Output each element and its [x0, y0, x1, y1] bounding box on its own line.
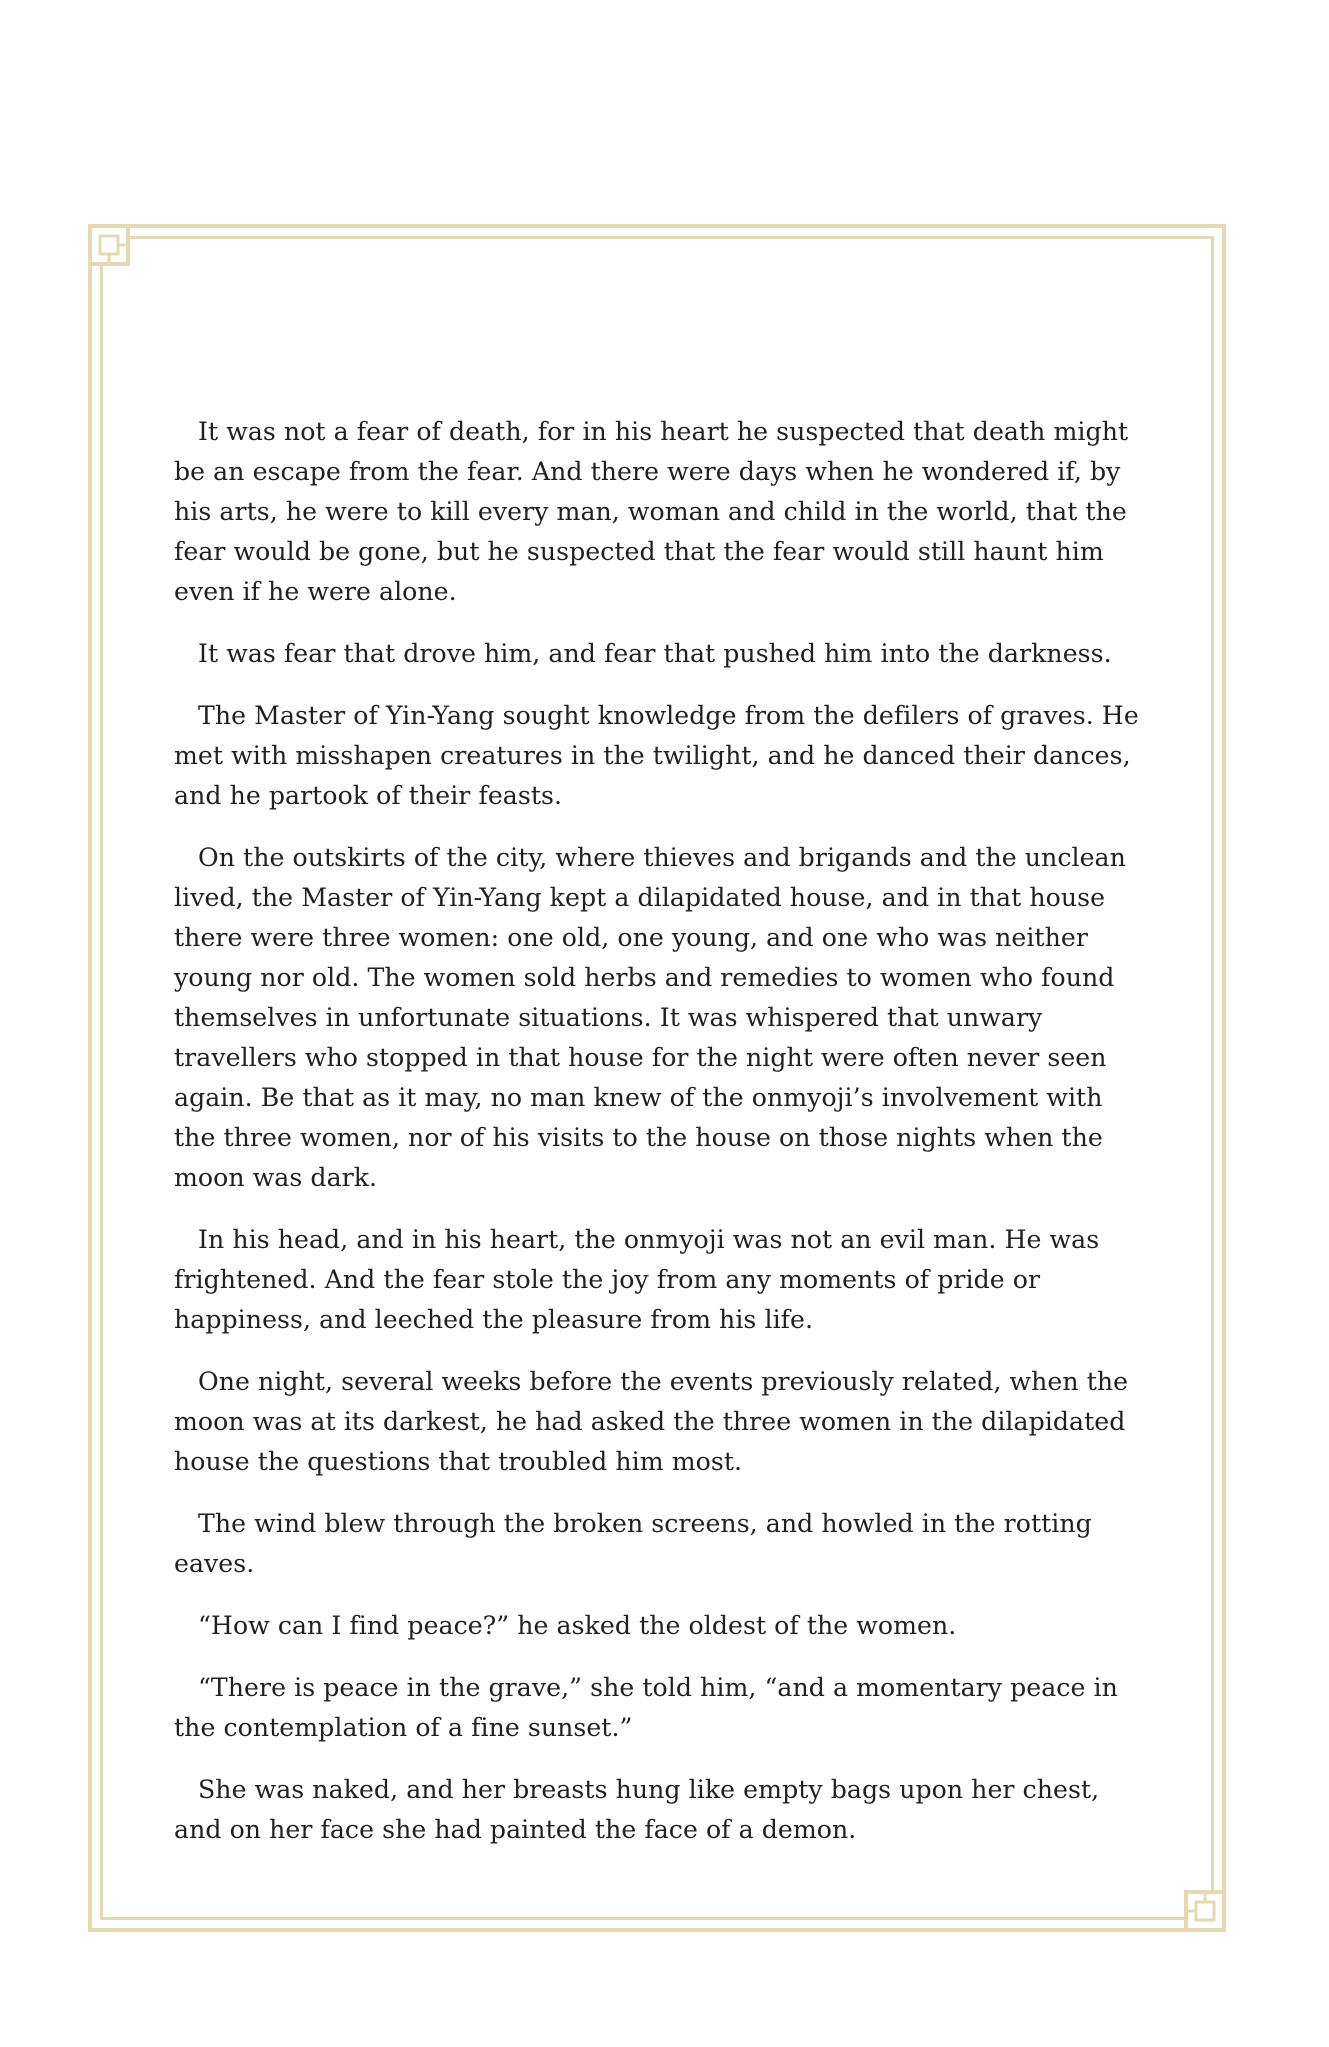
paragraph: It was not a fear of death, for in his heart he suspected that death might be an escape from the fear. And there were days when he wondered if, by his arts, he were to kill every man, woman and child in the world, that the fear would be gone, but he suspected that the fear would still haunt him even if he were alone.	[174, 417, 1129, 606]
paragraph: “How can I find peace?” he asked the oldest of the women.	[198, 1611, 957, 1640]
paragraph: It was fear that drove him, and fear that pushed him into the darkness.	[198, 639, 1112, 668]
paragraph: She was naked, and her breasts hung like empty bags upon her chest, and on her face she had painted the face of a demon.	[174, 1775, 1100, 1844]
paragraph: “There is peace in the grave,” she told him, “and a momentary peace in the contemplation of a fine sunset.”	[174, 1673, 1118, 1742]
corner-ornament-bottom-right-icon	[1184, 1890, 1226, 1932]
corner-ornament-top-left-icon	[88, 224, 130, 266]
paragraph: The Master of Yin-Yang sought knowledge from the defilers of graves. He met with misshapen creatures in the twilight, and he danced their dances, and he partook of their feasts.	[174, 701, 1139, 810]
body-text	[174, 412, 1144, 1872]
paragraph: In his head, and in his heart, the onmyoji was not an evil man. He was frightened. And the fear stole the joy from any moments of pride or happiness, and leeched the pleasure from his life.	[174, 1225, 1100, 1334]
paragraph: One night, several weeks before the events previously related, when the moon was at its darkest, he had asked the three women in the dilapidated house the questions that troubled him most.	[174, 1367, 1129, 1476]
paragraph: On the outskirts of the city, where thieves and brigands and the unclean lived, the Master of Yin-Yang kept a dilapidated house, and in that house there were three women: one old, one young, and one who was neither young nor old. The women sold herbs and remedies to women who found themselves in unfortunate situations. It was whispered that unwary travellers who stopped in that house for the night were often never seen again. Be that as it may, no man knew of the onmyoji’s involvement with the three women, nor of his visits to the house on those nights when the moon was dark.	[174, 843, 1126, 1192]
paragraph: The wind blew through the broken screens, and howled in the rotting eaves.	[174, 1509, 1092, 1578]
